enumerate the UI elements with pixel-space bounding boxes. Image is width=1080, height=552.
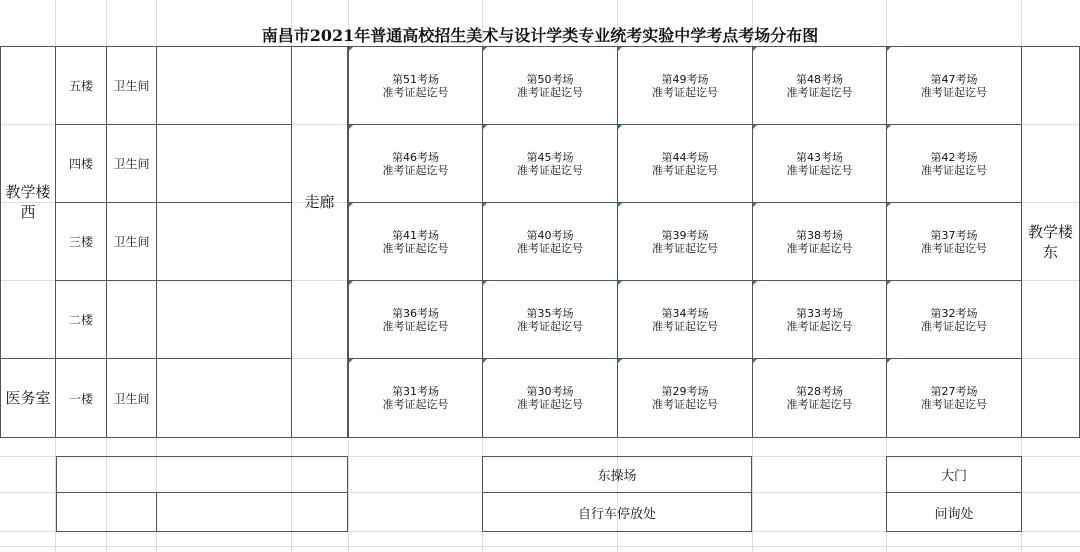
floor-label: 一楼 <box>68 391 93 406</box>
floor-label: 四楼 <box>68 157 93 171</box>
exam-room-number: 第42考场 <box>930 150 978 164</box>
blank-cell <box>156 280 292 359</box>
exam-room-number: 第27考场 <box>930 385 978 398</box>
exam-room-number: 第38考场 <box>796 228 843 242</box>
restroom-label: 卫生间 <box>113 235 150 249</box>
exam-room-number: 第34考场 <box>661 306 709 320</box>
exam-room-label <box>482 280 618 359</box>
exam-room-number: 第28考场 <box>796 385 843 398</box>
exam-room-number: 第30考场 <box>526 385 574 398</box>
admission-number-range: 准考证起讫号 <box>786 163 853 177</box>
admission-number-range: 准考证起讫号 <box>517 85 583 99</box>
restroom-label: 卫生间 <box>113 391 150 406</box>
admission-number-range: 准考证起讫号 <box>921 163 987 177</box>
blank-cell <box>156 358 292 438</box>
exam-room-label <box>617 124 753 203</box>
exam-room-label <box>482 46 618 125</box>
admission-number-range: 准考证起讫号 <box>921 398 987 411</box>
admission-number-range: 准考证起讫号 <box>652 319 718 333</box>
exam-room-label <box>348 202 483 281</box>
admission-number-range: 准考证起讫号 <box>652 241 718 255</box>
exam-room-label <box>617 280 753 359</box>
exam-room-number: 第51考场 <box>392 72 439 86</box>
blank-cell <box>156 46 292 125</box>
exam-room-label <box>482 202 618 281</box>
admission-number-range: 准考证起讫号 <box>786 85 853 99</box>
west-building-label <box>0 180 56 224</box>
exam-room-label <box>348 358 483 438</box>
exam-room-label <box>752 202 887 281</box>
west-building-line1: 教学楼 <box>5 183 51 201</box>
exam-room-label <box>752 46 887 125</box>
exam-room-label <box>617 358 753 438</box>
exam-room-number: 第44考场 <box>661 150 709 164</box>
exam-room-number: 第31考场 <box>392 385 439 398</box>
exam-room-number: 第40考场 <box>526 228 574 242</box>
corridor-label: 走廊 <box>304 193 335 211</box>
exam-room-label <box>752 280 887 359</box>
restroom-label: 卫生间 <box>113 157 150 171</box>
floor-label: 三楼 <box>68 235 93 249</box>
exam-room-number: 第29考场 <box>661 385 709 398</box>
exam-room-label <box>617 202 753 281</box>
exam-room-label <box>886 46 1022 125</box>
floor-label: 五楼 <box>68 79 93 93</box>
page-title: 南昌市2021年普通高校招生美术与设计学类专业统考实验中学考点考场分布图 <box>261 25 819 45</box>
admission-number-range: 准考证起讫号 <box>517 163 583 177</box>
east-building-line1: 教学楼 <box>1027 223 1073 241</box>
exam-room-number: 第49考场 <box>661 72 709 86</box>
exam-room-number: 第33考场 <box>796 306 843 320</box>
admission-number-range: 准考证起讫号 <box>382 85 449 99</box>
exam-room-number: 第36考场 <box>392 306 439 320</box>
admission-number-range: 准考证起讫号 <box>786 241 853 255</box>
main-gate-label: 大门 <box>940 469 967 484</box>
west-building-line2: 西 <box>20 203 36 221</box>
restroom-label <box>106 280 157 359</box>
east-building-label <box>1021 220 1080 264</box>
blank-cell <box>156 202 292 281</box>
blank-cell <box>156 124 292 203</box>
exam-room-number: 第47考场 <box>930 72 978 86</box>
inquiry-label: 问询处 <box>934 506 974 522</box>
exam-room-number: 第50考场 <box>526 72 574 86</box>
exam-room-label <box>752 124 887 203</box>
admission-number-range: 准考证起讫号 <box>652 85 718 99</box>
admission-number-range: 准考证起讫号 <box>382 398 449 411</box>
exam-room-label <box>482 358 618 438</box>
east-playground-label: 东操场 <box>597 469 637 484</box>
floor-label: 二楼 <box>68 313 93 327</box>
admission-number-range: 准考证起讫号 <box>786 398 853 411</box>
admission-number-range: 准考证起讫号 <box>921 319 987 333</box>
exam-room-label <box>348 46 483 125</box>
exam-room-label <box>886 280 1022 359</box>
gridline-horizontal <box>0 546 1080 547</box>
medical-room-label: 医务室 <box>5 389 51 407</box>
empty-box-top <box>56 456 348 493</box>
corridor-cell <box>291 46 348 438</box>
exam-room-number: 第37考场 <box>930 228 978 242</box>
exam-room-label <box>348 280 483 359</box>
admission-number-range: 准考证起讫号 <box>786 319 853 333</box>
admission-number-range: 准考证起讫号 <box>517 241 583 255</box>
empty-box-bottom-left <box>56 492 157 532</box>
exam-room-label <box>482 124 618 203</box>
exam-room-number: 第41考场 <box>392 228 439 242</box>
exam-room-label <box>886 124 1022 203</box>
admission-number-range: 准考证起讫号 <box>382 163 449 177</box>
exam-room-number: 第48考场 <box>796 72 843 86</box>
admission-number-range: 准考证起讫号 <box>652 163 718 177</box>
exam-room-number: 第39考场 <box>661 228 709 242</box>
exam-room-label <box>348 124 483 203</box>
admission-number-range: 准考证起讫号 <box>921 85 987 99</box>
restroom-label: 卫生间 <box>113 79 150 93</box>
empty-box-bottom-right <box>156 492 348 532</box>
exam-room-label <box>886 358 1022 438</box>
admission-number-range: 准考证起讫号 <box>921 241 987 255</box>
exam-room-label <box>886 202 1022 281</box>
admission-number-range: 准考证起讫号 <box>382 241 449 255</box>
admission-number-range: 准考证起讫号 <box>517 319 583 333</box>
exam-room-number: 第43考场 <box>796 150 843 164</box>
admission-number-range: 准考证起讫号 <box>652 398 718 411</box>
bike-parking-label: 自行车停放处 <box>577 506 656 522</box>
exam-room-label <box>752 358 887 438</box>
exam-room-number: 第32考场 <box>930 306 978 320</box>
exam-room-number: 第35考场 <box>526 306 574 320</box>
east-building-line2: 东 <box>1042 243 1058 261</box>
exam-room-label <box>617 46 753 125</box>
exam-room-number: 第46考场 <box>392 150 439 164</box>
admission-number-range: 准考证起讫号 <box>517 398 583 411</box>
admission-number-range: 准考证起讫号 <box>382 319 449 333</box>
exam-room-number: 第45考场 <box>526 150 574 164</box>
